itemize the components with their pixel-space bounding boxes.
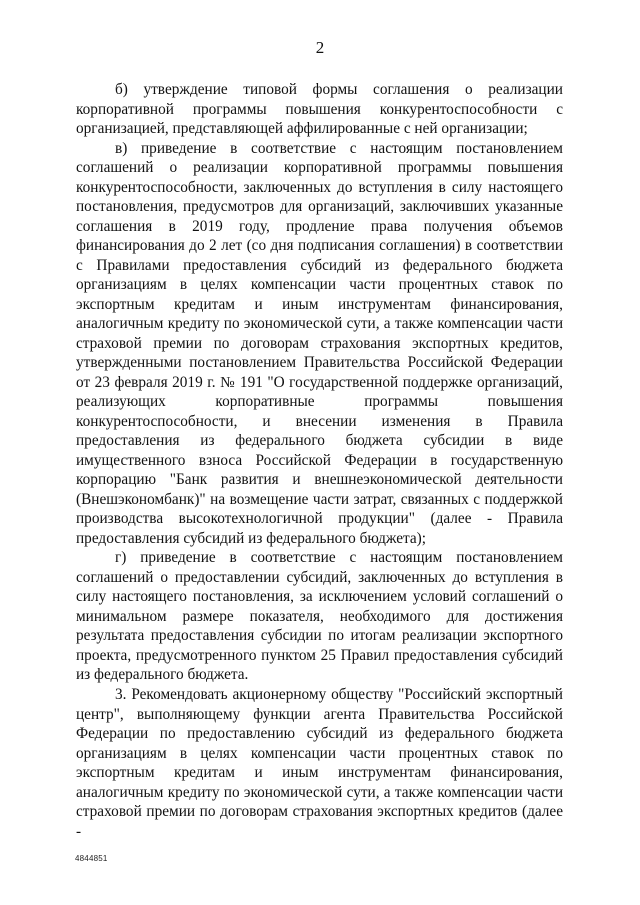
page-number: 2: [315, 38, 325, 57]
paragraph-b: б) утверждение типовой формы соглашения о реализации корпоративной программы повышения конкурентоспособности с организацией, представляющей аффилированные с ней организации;: [76, 81, 563, 138]
document-id: 4844851: [75, 854, 108, 863]
paragraph-v: в) приведение в соответствие с настоящим постановлением соглашений о реализации корпоративной программы повышения конкурентоспособности, заключенных до вступления в силу настоящего постановления, предусмотров для организаций, заключивших указанные соглашения в 2019 году, продление права получения объемов финансирования до 2 лет (со дня подписания соглашения) в соответствии с Правилами предоставления субсидий из федерального бюджета организациям в целях компенсации части процентных ставок по экспортным кредитам и иным инструментам финансирования, аналогичным кредиту по экономической сути, а также компенсации части страховой премии по договорам страхования экспортных кредитов, утвержденными постановлением Правительства Российской Федерации от 23 февраля 2019 г. № 191 "О государственной поддержке организаций, реализующих корпоративные программы повышения конкурентоспособности, и внесении изменения в Правила предоставления из федерального бюджета субсидии в виде имущественного взноса Российской Федерации в государственную корпорацию "Банк развития и внешнеэкономической деятельности (Внешэкономбанк)" на возмещение части затрат, связанных с поддержкой производства высокотехнологичной продукции" (далее - Правила предоставления субсидий из федерального бюджета);: [76, 139, 563, 547]
paragraph-g: г) приведение в соответствие с настоящим постановлением соглашений о предоставлении субсидий, заключенных до вступления в силу настоящего постановления, за исключением условий соглашений о минимальном размере показателя, необходимого для достижения результата предоставления субсидии по итогам реализации экспортного проекта, предусмотренного пунктом 25 Правил предоставления субсидий из федерального бюджета.: [76, 549, 563, 684]
paragraph-3: 3. Рекомендовать акционерному обществу "Российский экспортный центр", выполняющему функции агента Правительства Российской Федерации по предоставлению субсидий из федерального бюджета организациям в целях компенсации части процентных ставок по экспортным кредитам и иным инструментам финансирования, аналогичным кредиту по экономической сути, а также компенсации части страховой премии по договорам страхования экспортных кредитов (далее -: [76, 685, 563, 840]
document-body: [76, 80, 563, 841]
